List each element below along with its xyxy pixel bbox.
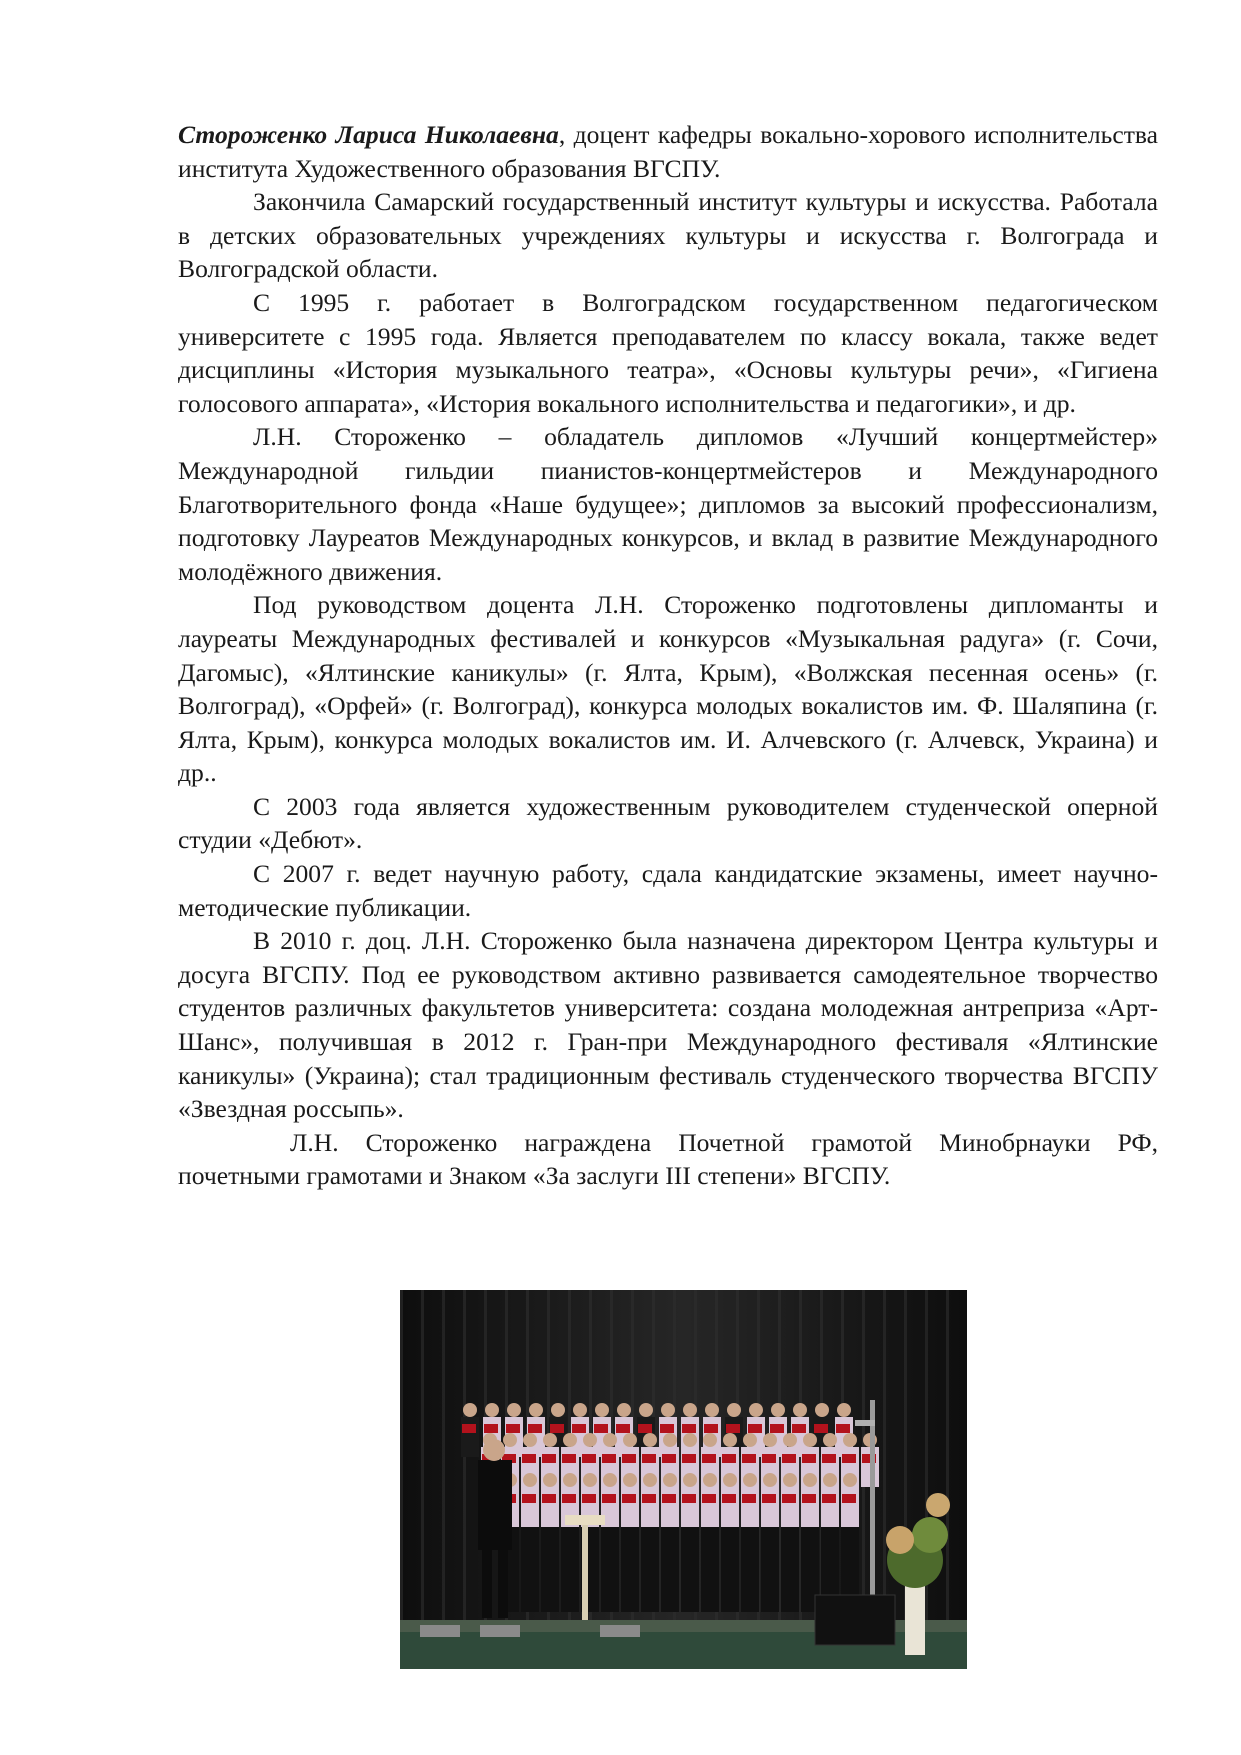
singer-folder — [682, 1494, 696, 1503]
singer-folder — [642, 1454, 656, 1463]
singer-folder — [582, 1494, 596, 1503]
singer-folder — [836, 1424, 850, 1433]
singer-folder — [770, 1424, 784, 1433]
singer-body — [781, 1487, 799, 1527]
singer-folder — [762, 1454, 776, 1463]
singer-head — [603, 1433, 617, 1447]
singer-folder — [542, 1494, 556, 1503]
singer-folder — [528, 1424, 542, 1433]
singer-head — [843, 1433, 857, 1447]
singer-folder — [742, 1494, 756, 1503]
singer-head — [763, 1433, 777, 1447]
singer-body — [821, 1487, 839, 1527]
singer-folder — [660, 1424, 674, 1433]
singer-head — [543, 1473, 557, 1487]
singer-folder — [582, 1454, 596, 1463]
singer-head — [661, 1403, 675, 1417]
singer-folder — [506, 1424, 520, 1433]
singer-head — [643, 1433, 657, 1447]
singer-head — [529, 1403, 543, 1417]
singer-head — [815, 1403, 829, 1417]
singer-folder — [822, 1454, 836, 1463]
singer-head — [551, 1403, 565, 1417]
singer-folder — [622, 1494, 636, 1503]
paragraph-university: С 1995 г. работает в Волгоградском государственном педагогическом университете с 1995 года. Является преподавателем по классу вокала, также ведет дисциплины «История музыкального театра», «Основы культуры речи», «Гигиена голосового аппарата», «История вокального исполнительства и педагогики», и др. — [178, 287, 1158, 418]
singer-head — [583, 1473, 597, 1487]
singer-head — [523, 1473, 537, 1487]
singer-folder — [842, 1454, 856, 1463]
singer-head — [463, 1403, 477, 1417]
singer-body — [661, 1487, 679, 1527]
singer-head — [783, 1433, 797, 1447]
singer-skirt — [521, 1527, 539, 1612]
singer-folder — [814, 1424, 828, 1433]
singer-head — [623, 1473, 637, 1487]
singer-head — [683, 1473, 697, 1487]
singer-head — [573, 1403, 587, 1417]
singer-skirt — [621, 1527, 639, 1612]
singer-head — [803, 1433, 817, 1447]
singer-head — [727, 1403, 741, 1417]
singer-body — [801, 1487, 819, 1527]
singer-folder — [702, 1454, 716, 1463]
singer-skirt — [661, 1527, 679, 1612]
singer-head — [683, 1433, 697, 1447]
singer-body — [721, 1487, 739, 1527]
singer-folder — [704, 1424, 718, 1433]
singer-head — [563, 1473, 577, 1487]
singer-head — [583, 1433, 597, 1447]
singer-head — [723, 1433, 737, 1447]
singer-skirt — [761, 1527, 779, 1612]
singer-head — [703, 1473, 717, 1487]
singer-folder — [782, 1494, 796, 1503]
singer-head — [823, 1473, 837, 1487]
person-title: , доцент кафедры вокально-хорового исполнительства института Художественного образования ВГСПУ. — [178, 120, 1159, 183]
singer-folder — [602, 1454, 616, 1463]
singer-head — [843, 1473, 857, 1487]
singer-head — [503, 1433, 517, 1447]
singer-folder — [726, 1424, 740, 1433]
singer-head — [563, 1433, 577, 1447]
singer-folder — [616, 1424, 630, 1433]
singer-body — [541, 1487, 559, 1527]
singer-skirt — [641, 1527, 659, 1612]
singer-head — [783, 1473, 797, 1487]
singer-skirt — [601, 1527, 619, 1612]
singer-folder — [662, 1454, 676, 1463]
paragraph-opera-studio: С 2003 года является художественным руководителем студенческой оперной студии «Дебют». — [178, 791, 1158, 855]
singer-head — [507, 1403, 521, 1417]
singer-skirt — [681, 1527, 699, 1612]
paragraph-culture-center: В 2010 г. доц. Л.Н. Стороженко была назначена директором Центра культуры и досуга ВГСПУ. Под ее руководством активно развивается самодеятельное творчество студентов различных факультетов университета: создана молодежная антреприза «Арт-Шанс», получившая в 2012 г. Гран-при Международного фестиваля «Ялтинские каникулы» (Украина); стал традиционным фестиваль студенческого творчества ВГСПУ «Звездная россыпь». — [178, 926, 1158, 1124]
singer-skirt — [781, 1527, 799, 1612]
singer-head — [485, 1403, 499, 1417]
singer-skirt — [721, 1527, 739, 1612]
singer-folder — [662, 1494, 676, 1503]
singer-head — [749, 1403, 763, 1417]
singer-head — [595, 1403, 609, 1417]
singer-folder — [638, 1424, 652, 1433]
singer-body — [641, 1487, 659, 1527]
singer-folder — [522, 1494, 536, 1503]
singer-folder — [722, 1454, 736, 1463]
singer-head — [803, 1473, 817, 1487]
singer-folder — [462, 1424, 476, 1433]
singer-skirt — [741, 1527, 759, 1612]
singer-folder — [802, 1494, 816, 1503]
singer-folder — [562, 1494, 576, 1503]
singer-body — [701, 1487, 719, 1527]
singer-head — [663, 1433, 677, 1447]
singer-folder — [550, 1424, 564, 1433]
singer-head — [683, 1403, 697, 1417]
choir-photo — [400, 1290, 967, 1669]
singer-folder — [642, 1494, 656, 1503]
person-name: Стороженко Лариса Николаевна — [178, 120, 559, 149]
singer-body — [521, 1487, 539, 1527]
singer-head — [703, 1433, 717, 1447]
singer-folder — [682, 1454, 696, 1463]
singer-head — [643, 1473, 657, 1487]
singer-head — [743, 1473, 757, 1487]
singer-head — [623, 1433, 637, 1447]
singer-body — [761, 1487, 779, 1527]
singer-folder — [722, 1494, 736, 1503]
singer-head — [705, 1403, 719, 1417]
singer-skirt — [541, 1527, 559, 1612]
paragraph-education: Закончила Самарский государственный институт культуры и искусства. Работала в детских образовательных учреждениях культуры и искусства г. Волгограда и Волгоградской области. — [178, 187, 1158, 284]
singer-body — [841, 1487, 859, 1527]
singer-skirt — [561, 1527, 579, 1612]
singer-body — [621, 1487, 639, 1527]
singer-head — [823, 1433, 837, 1447]
singer-folder — [562, 1454, 576, 1463]
singer-folder — [822, 1494, 836, 1503]
singer-skirt — [701, 1527, 719, 1612]
singer-head — [771, 1403, 785, 1417]
singer-folder — [792, 1424, 806, 1433]
singer-folder — [542, 1454, 556, 1463]
singer-head — [837, 1403, 851, 1417]
bio-intro — [178, 118, 1158, 185]
paragraph-research: С 2007 г. ведет научную работу, сдала кандидатские экзамены, имеет научно-методические публикации. — [178, 859, 1158, 922]
singer-body — [461, 1417, 479, 1457]
singer-folder — [842, 1494, 856, 1503]
singer-head — [617, 1403, 631, 1417]
singer-folder — [594, 1424, 608, 1433]
singer-body — [741, 1487, 759, 1527]
singer-head — [723, 1473, 737, 1487]
singer-head — [603, 1473, 617, 1487]
singer-head — [743, 1433, 757, 1447]
singer-head — [639, 1403, 653, 1417]
stage-speaker — [815, 1595, 895, 1645]
paragraph-diplomas: Л.Н. Стороженко – обладатель дипломов «Лучший концертмейстер» Международной гильдии пианистов-концертмейстеров и Международного Благотворительного фонда «Наше будущее»; дипломов за высокий профессионализм, подготовку Лауреатов Международных конкурсов, и вклад в развитие Международного молодёжного движения. — [178, 422, 1158, 586]
singer-folder — [622, 1454, 636, 1463]
singer-folder — [782, 1454, 796, 1463]
document-page — [178, 118, 1158, 1193]
singer-head — [543, 1433, 557, 1447]
singer-folder — [484, 1424, 498, 1433]
singer-folder — [702, 1494, 716, 1503]
singer-folder — [742, 1454, 756, 1463]
singer-folder — [682, 1424, 696, 1433]
choir-photo-image — [400, 1290, 967, 1669]
singer-head — [763, 1473, 777, 1487]
paragraph-laureates: Под руководством доцента Л.Н. Стороженко подготовлены дипломанты и лауреаты Международных фестивалей и конкурсов «Музыкальная радуга» (г. Сочи, Дагомыс), «Ялтинские каникулы» (г. Ялта, Крым), «Волжская песенная осень» (г. Волгоград), «Орфей» (г. Волгоград), конкурса молодых вокалистов им. Ф. Шаляпина (г. Ялта, Крым), конкурса молодых вокалистов им. И. Алчевского (г. Алчевск, Украина) и др.. — [178, 590, 1158, 788]
paragraph-awards: Л.Н. Стороженко награждена Почетной грамотой Минобрнауки РФ, почетными грамотами и Знаком «За заслуги III степени» ВГСПУ. — [178, 1127, 1158, 1191]
singer-folder — [522, 1454, 536, 1463]
singer-folder — [572, 1424, 586, 1433]
singer-head — [523, 1433, 537, 1447]
singer-head — [663, 1473, 677, 1487]
singer-body — [681, 1487, 699, 1527]
singer-folder — [602, 1494, 616, 1503]
singer-folder — [802, 1454, 816, 1463]
singer-folder — [748, 1424, 762, 1433]
singer-head — [793, 1403, 807, 1417]
singer-folder — [762, 1494, 776, 1503]
